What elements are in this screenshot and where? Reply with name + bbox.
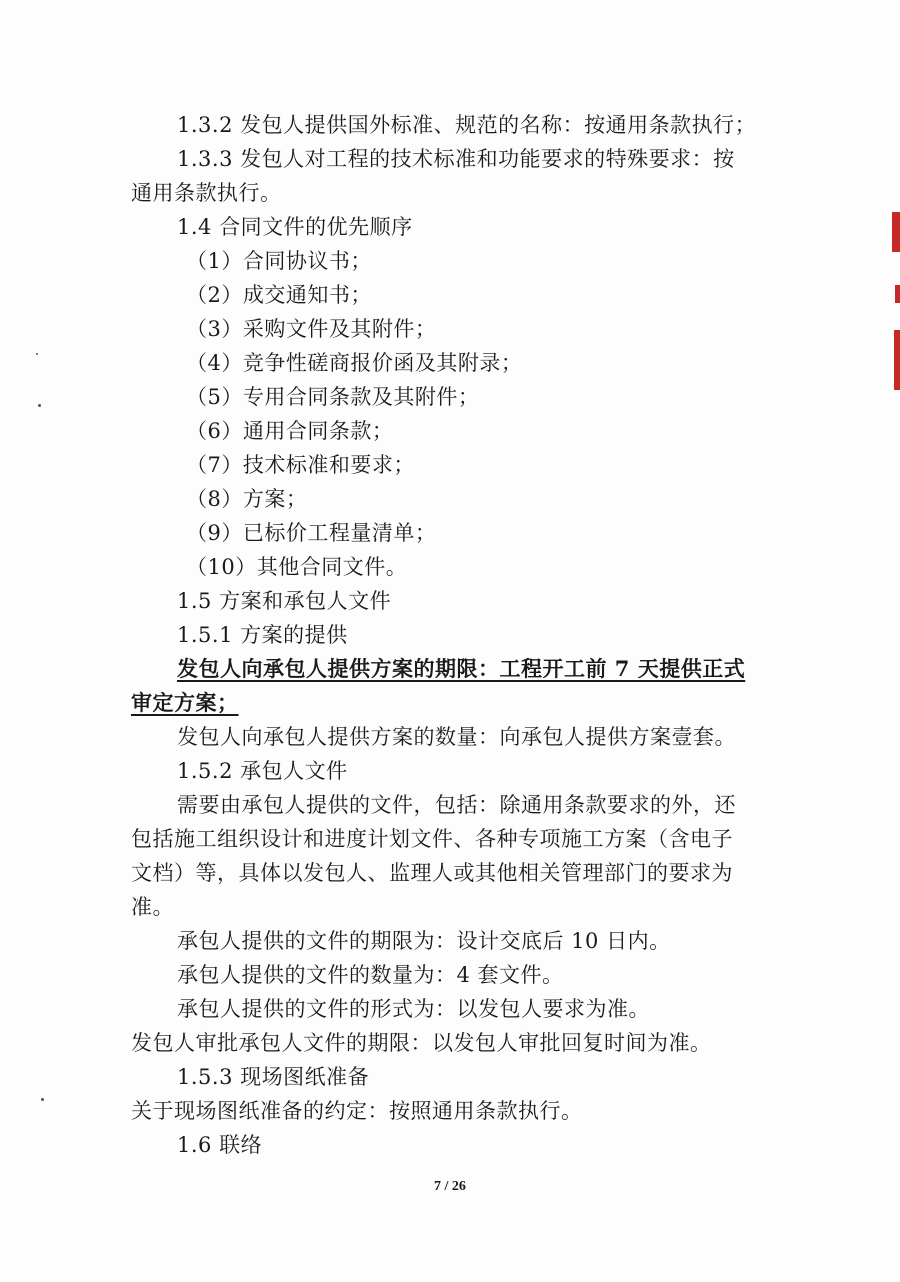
section-1-5-3-heading: 1.5.3 现场图纸准备 xyxy=(177,1065,370,1089)
priority-item-8: （8）方案； xyxy=(186,487,308,511)
clause-1-3-3-cont: 通用条款执行。 xyxy=(131,181,282,205)
priority-item-1: （1）合同协议书； xyxy=(186,249,372,273)
plan-deadline-cont xyxy=(131,686,771,720)
section-1-6-heading: 1.6 联络 xyxy=(177,1133,263,1157)
approval-deadline-text: 发包人审批承包人文件的期限：以发包人审批回复时间为准。 xyxy=(131,1031,712,1055)
section-1-5-2-heading: 1.5.2 承包人文件 xyxy=(177,759,348,783)
priority-item-10: （10）其他合同文件。 xyxy=(186,555,408,579)
priority-item-2: （2）成交通知书； xyxy=(186,283,372,307)
scan-edge-mark xyxy=(892,212,900,252)
contractor-docs-para-3: 文档）等，具体以发包人、监理人或其他相关管理部门的要求为 xyxy=(131,861,733,885)
document-body xyxy=(131,108,771,1162)
docs-quantity-text: 承包人提供的文件的数量为：4 套文件。 xyxy=(177,963,564,987)
priority-item-4: （4）竞争性磋商报价函及其附录； xyxy=(186,351,523,375)
scan-speck xyxy=(41,1098,44,1101)
scan-speck xyxy=(38,404,41,407)
section-1-5-1-heading: 1.5.1 方案的提供 xyxy=(177,623,348,647)
priority-item-9: （9）已标价工程量清单； xyxy=(186,521,437,545)
scan-edge-mark xyxy=(895,285,900,303)
docs-form-text: 承包人提供的文件的形式为：以发包人要求为准。 xyxy=(177,997,650,1021)
scan-speck xyxy=(36,353,38,355)
drawings-agreement-text: 关于现场图纸准备的约定：按照通用条款执行。 xyxy=(131,1099,583,1123)
contractor-docs-para-1: 需要由承包人提供的文件，包括：除通用条款要求的外，还 xyxy=(177,793,736,817)
clause-1-3-2: 1.3.2 发包人提供国外标准、规范的名称：按通用条款执行； xyxy=(177,113,757,137)
clause-1-3-3: 1.3.3 发包人对工程的技术标准和功能要求的特殊要求：按 xyxy=(177,147,735,171)
page-number: 7 / 26 xyxy=(434,1179,466,1194)
plan-deadline-underlined-cont: 审定方案； xyxy=(131,690,239,715)
section-1-4-heading: 1.4 合同文件的优先顺序 xyxy=(177,215,413,239)
docs-deadline-text: 承包人提供的文件的期限为：设计交底后 10 日内。 xyxy=(177,929,671,953)
priority-item-6: （6）通用合同条款； xyxy=(186,419,394,443)
priority-item-7: （7）技术标准和要求； xyxy=(186,453,415,477)
plan-quantity-text: 发包人向承包人提供方案的数量：向承包人提供方案壹套。 xyxy=(177,725,736,749)
plan-deadline-text xyxy=(131,652,771,686)
priority-item-5: （5）专用合同条款及其附件； xyxy=(186,385,480,409)
contractor-docs-para-2: 包括施工组织设计和进度计划文件、各种专项施工方案（含电子 xyxy=(131,827,733,851)
section-1-5-heading: 1.5 方案和承包人文件 xyxy=(177,589,392,613)
scan-edge-mark xyxy=(894,330,900,390)
plan-deadline-underlined: 发包人向承包人提供方案的期限：工程开工前 7 天提供正式 xyxy=(177,656,746,681)
contractor-docs-para-4: 准。 xyxy=(131,895,174,919)
priority-item-3: （3）采购文件及其附件； xyxy=(186,317,437,341)
